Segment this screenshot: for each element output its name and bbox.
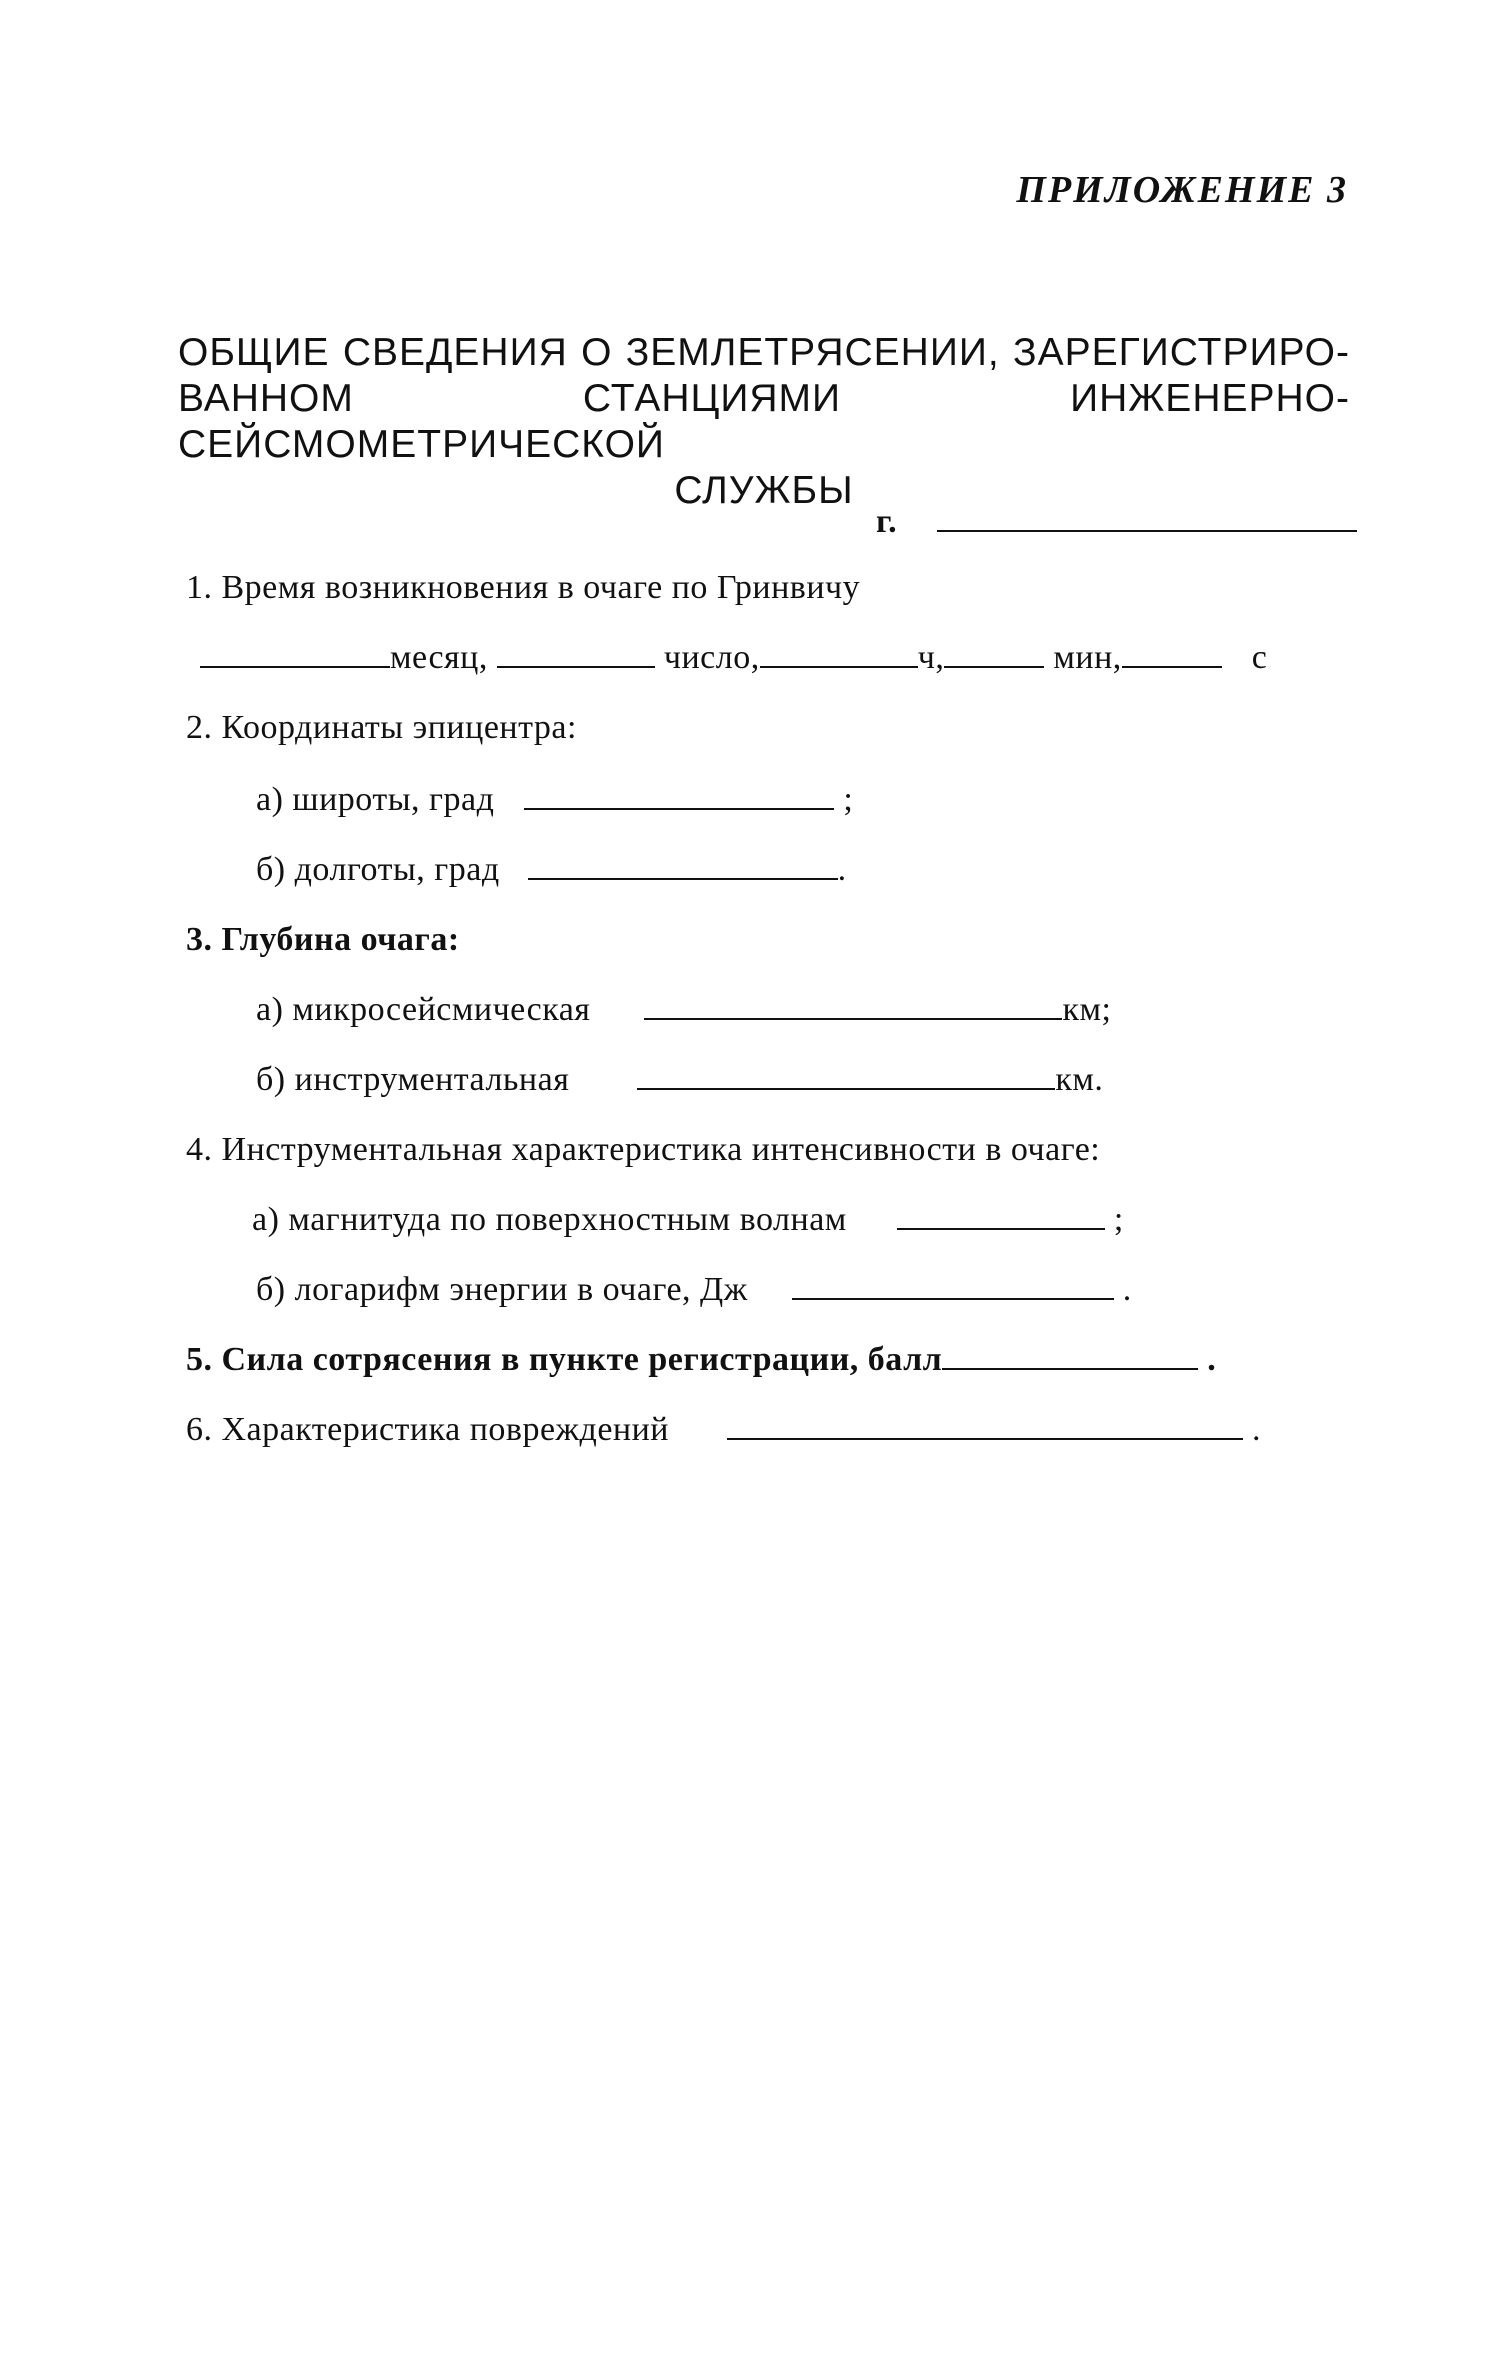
item-4a-end: ; xyxy=(1113,1201,1124,1238)
item-2a-end: ; xyxy=(843,781,854,818)
item-3a-row xyxy=(256,990,1111,1030)
item-4b-end: . xyxy=(1122,1271,1132,1308)
item-2-label: 2. Координаты эпицентра: xyxy=(186,709,577,746)
minute-label: мин, xyxy=(1053,639,1122,676)
item-5-label: 5. Сила сотрясения в пункте регистрации, балл xyxy=(186,1341,943,1378)
item-2b-end: . xyxy=(837,851,847,888)
second-label: с xyxy=(1251,639,1268,676)
year-blank[interactable] xyxy=(937,502,1357,532)
item-3b-label: б) инструментальная xyxy=(256,1061,570,1098)
magnitude-blank[interactable] xyxy=(897,1200,1105,1230)
item-4b-label: б) логарифм энергии в очаге, Дж xyxy=(256,1271,748,1308)
day-blank[interactable] xyxy=(497,638,655,668)
appendix-label: ПРИЛОЖЕНИЕ 3 xyxy=(1016,169,1348,211)
microseismic-depth-blank[interactable] xyxy=(644,990,1062,1020)
item-4b-row xyxy=(256,1270,1132,1310)
hour-blank[interactable] xyxy=(760,638,918,668)
item-6-row xyxy=(186,1410,1261,1450)
energy-log-blank[interactable] xyxy=(792,1270,1114,1300)
day-label: число, xyxy=(663,639,760,676)
item-6-end: . xyxy=(1252,1411,1261,1448)
item-1-time-row xyxy=(200,638,1267,678)
title-line-3: СЛУЖБЫ xyxy=(674,469,854,512)
year-prefix: г. xyxy=(876,503,898,540)
item-3a-label: а) микросейсмическая xyxy=(256,991,591,1028)
item-2a-row xyxy=(256,780,853,820)
item-2b-label: б) долготы, град xyxy=(256,851,500,888)
document-title xyxy=(178,330,1350,514)
item-6-label: 6. Характеристика повреждений xyxy=(186,1411,669,1448)
second-blank[interactable] xyxy=(1122,638,1222,668)
item-4a-row xyxy=(252,1200,1124,1240)
latitude-blank[interactable] xyxy=(524,780,834,810)
item-4a-label: а) магнитуда по поверхностным волнам xyxy=(252,1201,847,1238)
item-1-label: 1. Время возникновения в очаге по Гринвичу xyxy=(186,569,861,606)
item-5-end: . xyxy=(1207,1341,1217,1378)
item-2b-row xyxy=(256,850,847,890)
item-3b-end: км. xyxy=(1055,1061,1104,1098)
longitude-blank[interactable] xyxy=(528,850,838,880)
item-2a-label: а) широты, град xyxy=(256,781,495,818)
month-blank[interactable] xyxy=(200,638,390,668)
month-label: месяц, xyxy=(390,639,488,676)
item-3b-row xyxy=(256,1060,1103,1100)
title-line-1: ОБЩИЕ СВЕДЕНИЯ О ЗЕМЛЕТРЯСЕНИИ, ЗАРЕГИСТРИРО- xyxy=(178,331,1350,374)
instrumental-depth-blank[interactable] xyxy=(637,1060,1055,1090)
item-3a-end: км; xyxy=(1062,991,1112,1028)
hour-label: ч, xyxy=(917,639,945,676)
item-5-row xyxy=(186,1340,1216,1380)
item-4-label: 4. Инструментальная характеристика интенсивности в очаге: xyxy=(186,1131,1101,1168)
damage-blank[interactable] xyxy=(727,1410,1243,1440)
title-line-2: ВАННОМ СТАНЦИЯМИ ИНЖЕНЕРНО-СЕЙСМОМЕТРИЧЕСКОЙ xyxy=(178,377,1350,466)
item-3-label: 3. Глубина очага: xyxy=(186,921,460,958)
shaking-intensity-blank[interactable] xyxy=(942,1340,1198,1370)
minute-blank[interactable] xyxy=(944,638,1044,668)
year-row xyxy=(876,502,1357,542)
